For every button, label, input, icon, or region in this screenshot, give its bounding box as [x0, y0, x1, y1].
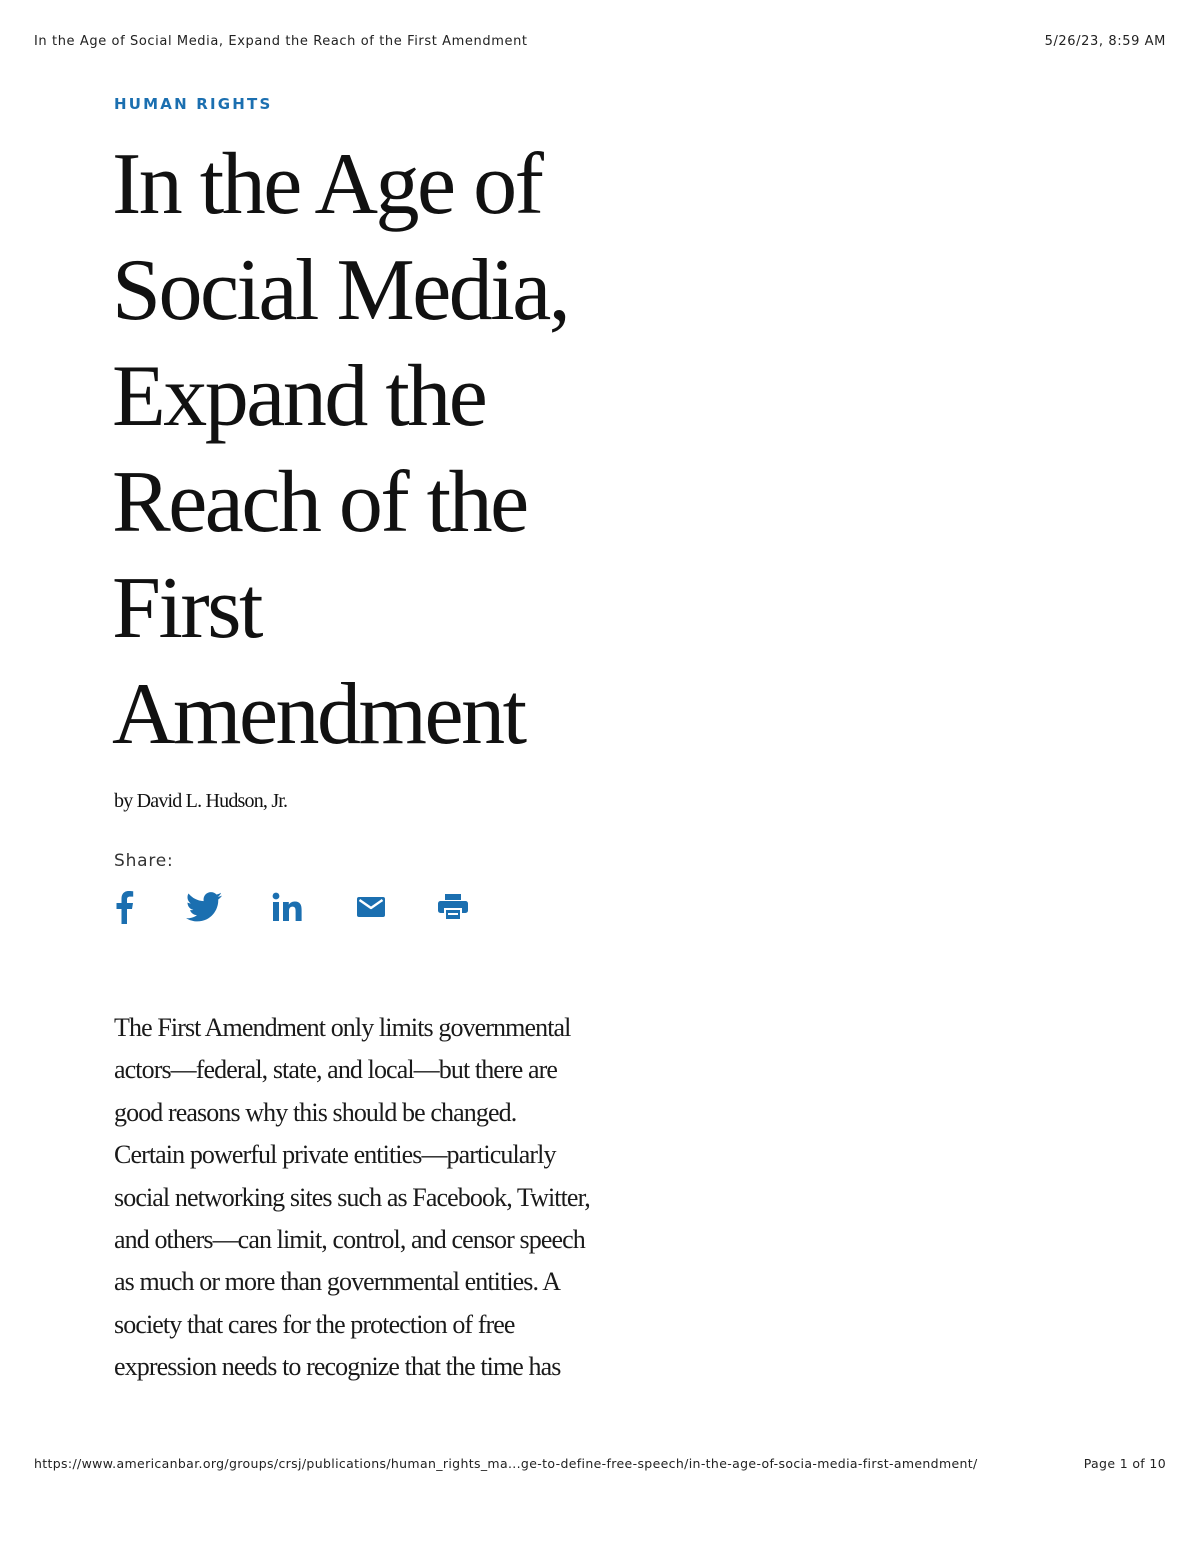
- print-icon: [438, 894, 468, 920]
- print-button[interactable]: [433, 885, 473, 929]
- body-line: as much or more than governmental entities. A: [114, 1267, 561, 1297]
- article-body: [114, 1007, 684, 1389]
- headline-line: Expand the: [112, 348, 486, 445]
- byline: by David L. Hudson, Jr.: [114, 790, 288, 812]
- print-footer: [34, 1456, 1166, 1474]
- headline-line: In the Age of: [112, 136, 542, 233]
- share-label: Share:: [114, 851, 174, 871]
- twitter-icon: [186, 892, 222, 922]
- print-header-datetime: 5/26/23, 8:59 AM: [1044, 34, 1166, 49]
- twitter-share-button[interactable]: [184, 885, 224, 929]
- body-line: Certain powerful private entities—particularly: [114, 1140, 556, 1170]
- page-number: Page 1 of 10: [1083, 1456, 1166, 1471]
- headline-line: First: [112, 560, 261, 657]
- body-line: and others—can limit, control, and censor speech: [114, 1225, 585, 1255]
- email-share-button[interactable]: [351, 885, 391, 929]
- headline-line: Social Media,: [112, 242, 569, 339]
- print-header-title: In the Age of Social Media, Expand the Reach of the First Amendment: [34, 34, 528, 49]
- body-line: The First Amendment only limits governmental: [114, 1013, 571, 1042]
- facebook-icon: [114, 890, 134, 924]
- linkedin-icon: [272, 892, 304, 922]
- body-line: actors—federal, state, and local—but there are: [114, 1055, 557, 1085]
- body-line: social networking sites such as Facebook, Twitter,: [114, 1182, 590, 1212]
- body-line: expression needs to recognize that the time has: [114, 1352, 561, 1382]
- body-line: society that cares for the protection of free: [114, 1309, 515, 1339]
- print-header: [34, 34, 1166, 52]
- body-line: good reasons why this should be changed.: [114, 1097, 517, 1127]
- headline-line: Amendment: [112, 666, 525, 763]
- page-url[interactable]: https://www.americanbar.org/groups/crsj/publications/human_rights_ma...ge-to-define-free-speech/in-the-age-of-socia-media-first-amendment/: [34, 1456, 978, 1471]
- linkedin-share-button[interactable]: [268, 885, 308, 929]
- article-headline: [112, 132, 672, 768]
- headline-line: Reach of the: [112, 454, 527, 551]
- category-link[interactable]: HUMAN RIGHTS: [114, 95, 273, 113]
- email-icon: [357, 897, 385, 917]
- facebook-share-button[interactable]: [104, 885, 144, 929]
